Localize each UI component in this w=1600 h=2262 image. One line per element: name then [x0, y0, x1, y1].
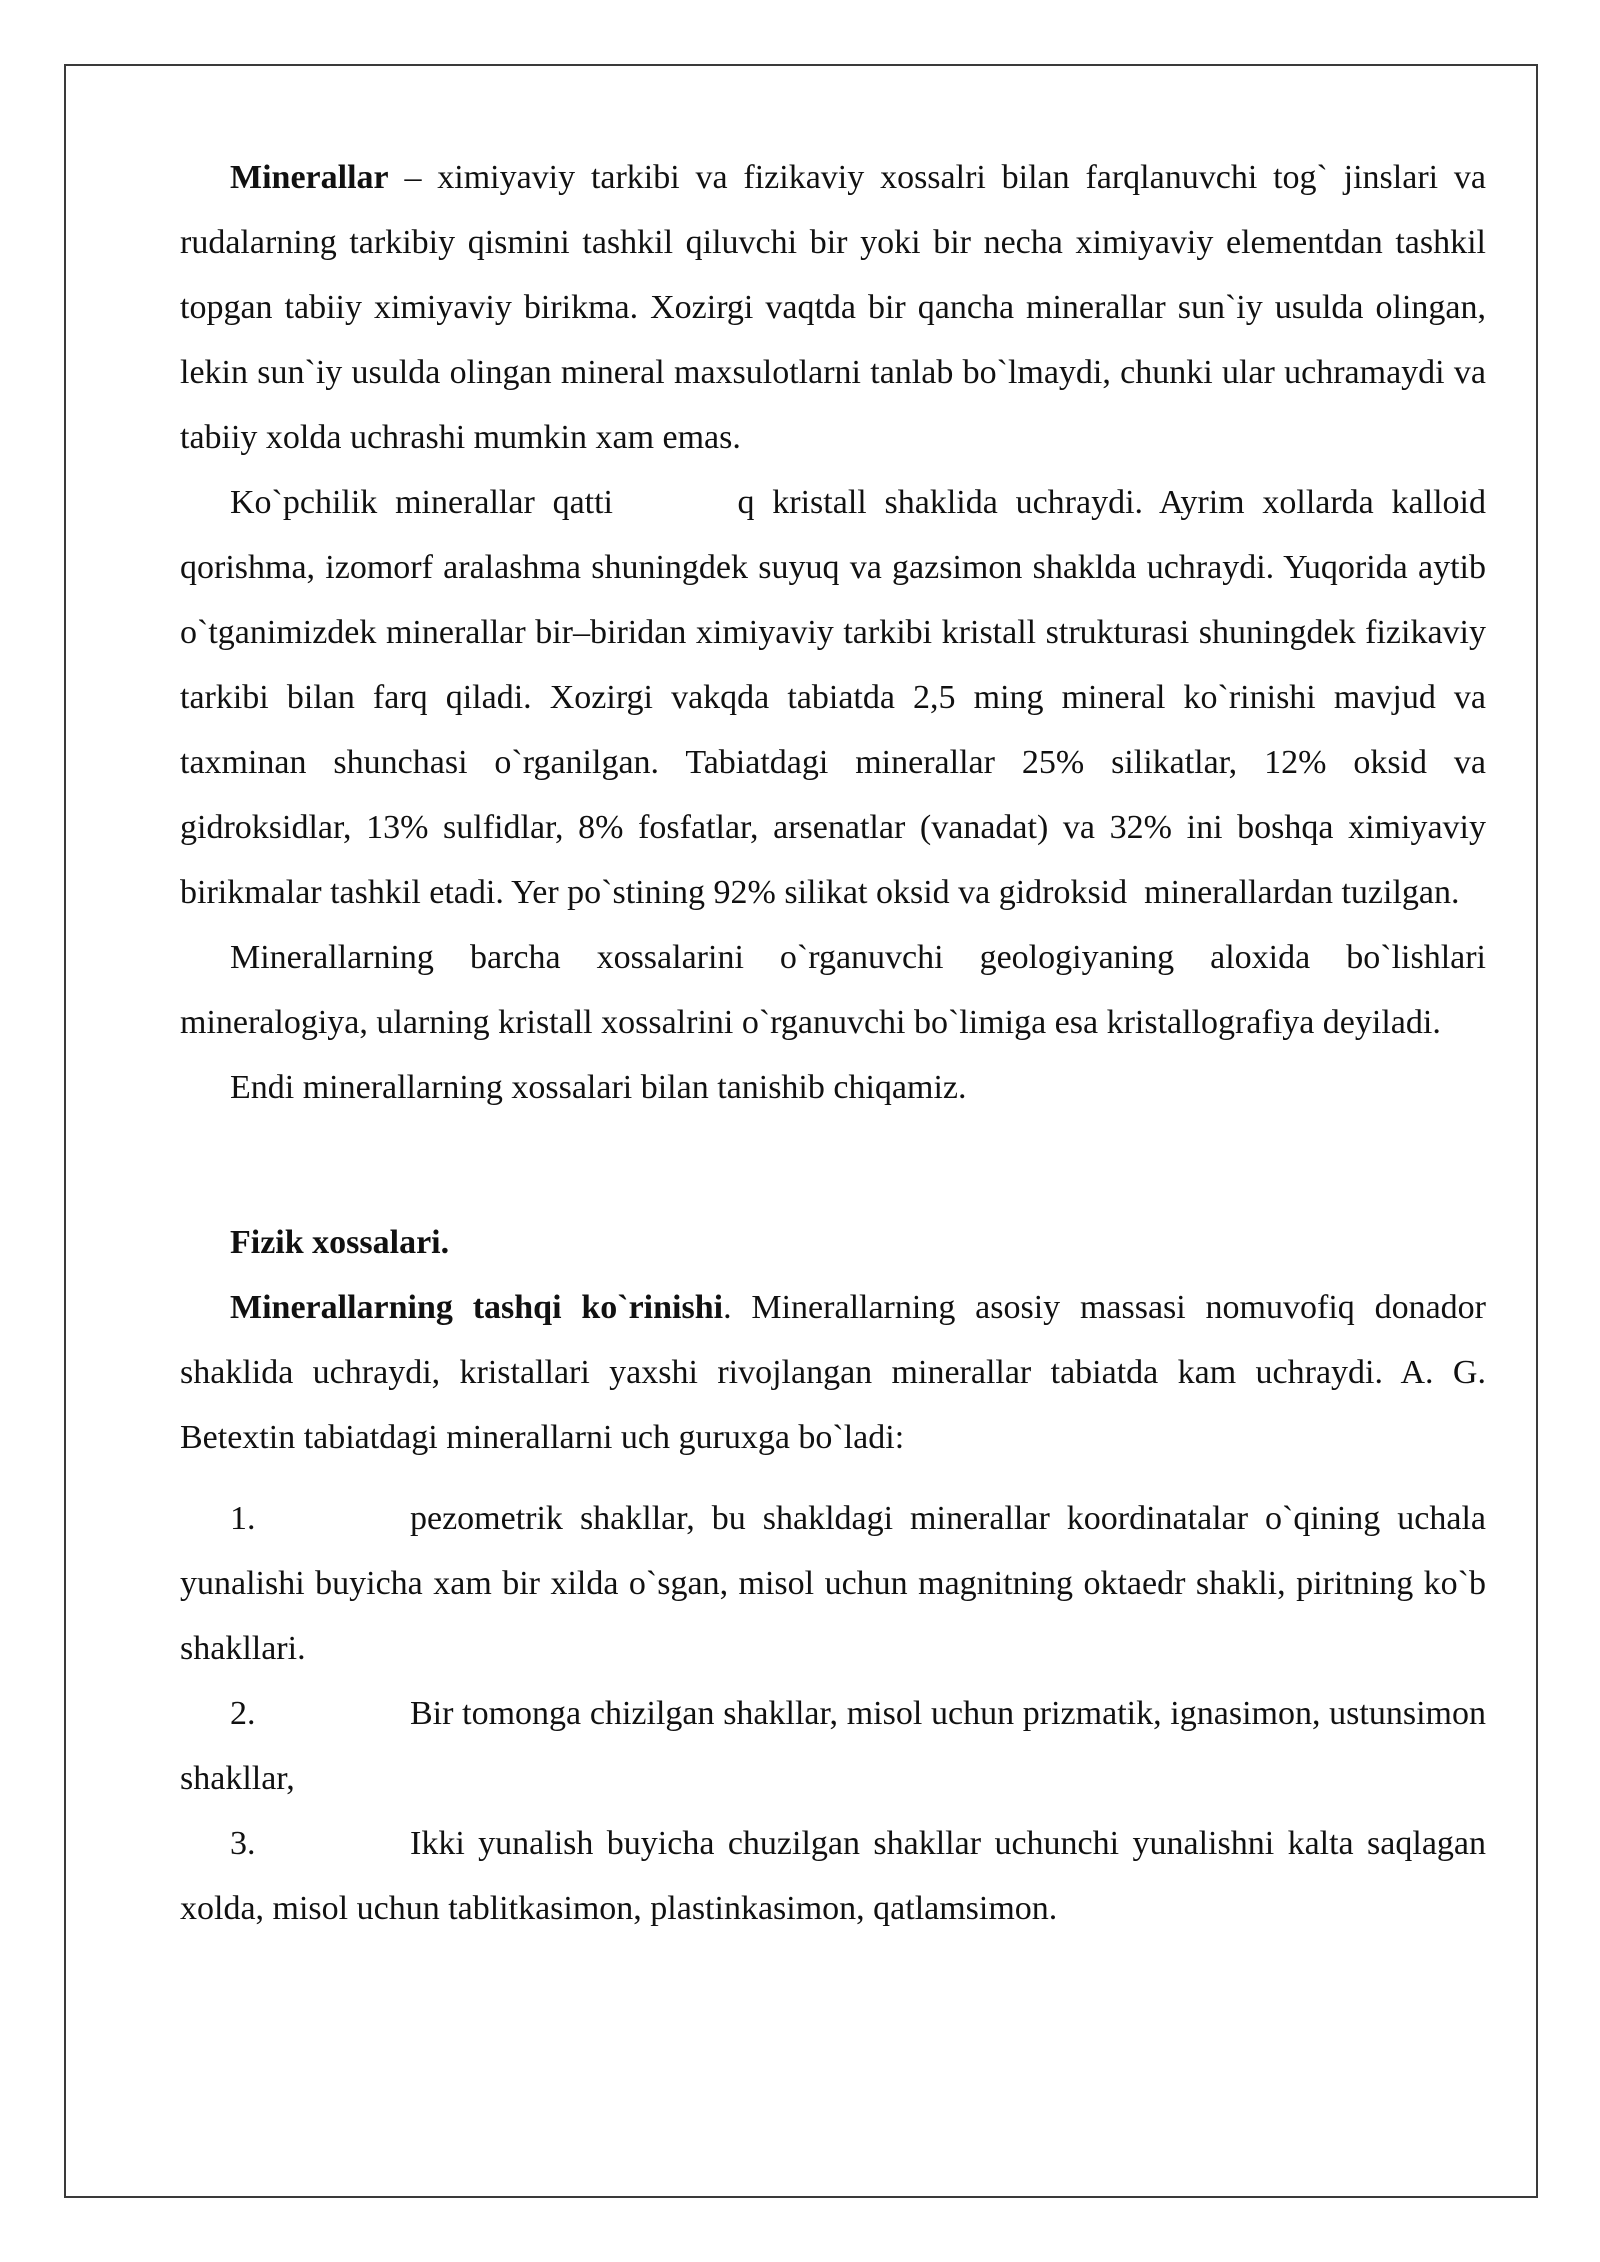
term-minerallar: Minerallar: [230, 159, 389, 196]
section-heading: Fizik xossalari.: [230, 1224, 450, 1261]
paragraph-occurrence: Ko`pchilik minerallar qatti q kristall shaklida uchraydi. Ayrim xollarda kalloid qorishma, izomorf aralashma shuningdek suyuq va gazsimon shaklda uchraydi. Yuqorida aytib o`tganimizdek minerallar bir–biridan ximiyaviy tarkibi kristall strukturasi shuningdek fizikaviy tarkibi bilan farq qiladi. Xozirgi vakqda tabiatda 2,5 ming mineral ko`rinishi mavjud va taxminan shunchasi o`rganilgan. Tabiatdagi minerallar 25% silikatlar, 12% oksid va gidroksidlar, 13% sulfidlar, 8% fosfatlar, arsenatlar (vanadat) va 32% ini boshqa ximiyaviy birikmalar tashkil etadi. Yer po`stining 92% silikat oksid va gidroksid minerallardan tuzilgan.: [180, 484, 1495, 911]
list-item-text: pezometrik shakllar, bu shakldagi minerallar koordinatalar o`qining uchala yunalishi buyicha xam bir xilda o`sgan, misol uchun magnitning oktaedr shakli, piritning ko`b shakllari.: [180, 1500, 1486, 1667]
paragraph-appearance: [180, 1275, 1486, 1470]
list-number: 3.: [230, 1825, 256, 1862]
list-spacer: [180, 1470, 1486, 1486]
list-number: 1.: [230, 1500, 256, 1537]
list-number: 2.: [230, 1695, 256, 1732]
list-item: [180, 1681, 1486, 1811]
appearance-text: . Minerallarning asosiy massasi nomuvofiq donador shaklida uchraydi, kristallari yaxshi rivojlangan minerallar tabiatda kam uchraydi. A. G. Betextin tabiatdagi minerallarni uch guruxga bo`ladi:: [180, 1289, 1486, 1456]
list-item-text: Bir tomonga chizilgan shakllar, misol uchun prizmatik, ignasimon, ustunsimon shakllar,: [180, 1695, 1486, 1797]
paragraph-intro: Endi minerallarning xossalari bilan tanishib chiqamiz.: [230, 1069, 967, 1106]
paragraph-mineralogy: Minerallarning barcha xossalarini o`rganuvchi geologiyaning aloxida bo`lishlari mineralogiya, ularning kristall xossalrini o`rganuvchi bo`limiga esa kristallografiya deyiladi.: [180, 939, 1486, 1041]
list-item: [180, 1811, 1486, 1941]
definition-text: – ximiyaviy tarkibi va fizikaviy xossalri bilan farqlanuvchi tog` jinslari va rudalarning tarkibiy qismini tashkil qiluvchi bir yoki bir necha ximiyaviy elementdan tashkil topgan tabiiy ximiyaviy birikma. Xozirgi vaqtda bir qancha minerallar sun`iy usulda olingan, lekin sun`iy usulda olingan mineral maxsulotlarni tanlab bo`lmaydi, chunki ular uchramaydi va tabiiy xolda uchrashi mumkin xam emas.: [180, 159, 1486, 456]
term-appearance: Minerallarning tashqi ko`rinishi: [230, 1289, 724, 1326]
paragraph-definition: [180, 145, 1486, 470]
section-spacer: [180, 1120, 1486, 1210]
document-body: [180, 145, 1495, 1941]
list-item-text: Ikki yunalish buyicha chuzilgan shakllar uchunchi yunalishni kalta saqlagan xolda, misol uchun tablitkasimon, plastinkasimon, qatlamsimon.: [180, 1825, 1486, 1927]
list-item: [180, 1486, 1486, 1681]
